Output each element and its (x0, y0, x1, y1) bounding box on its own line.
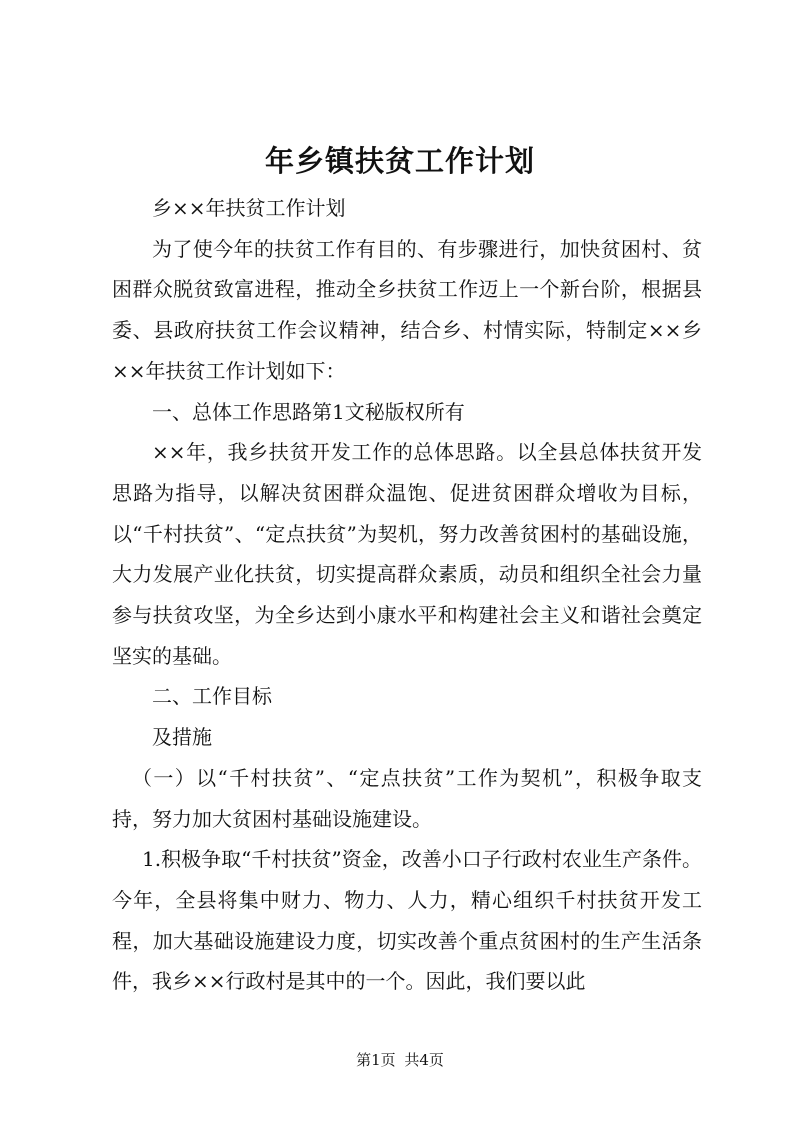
section-heading-1: 一、总体工作思路第1文秘版权所有 (152, 399, 465, 424)
section-heading-2: 二、工作目标 (152, 684, 272, 709)
document-body (112, 188, 702, 1002)
section-heading-2-continued: 及措施 (152, 725, 212, 750)
paragraph-intro: 为了使今年的扶贫工作有目的、有步骤进行，加快贫困村、贫困群众脱贫致富进程，推动全乡扶贫工作迈上一个新台阶，根据县委、县政府扶贫工作会议精神，结合乡、村情实际，特制定××乡××年扶贫工作计划如下： (112, 236, 702, 383)
subsection-heading-1: （一）以“千村扶贫”、“定点扶贫”工作为契机”，积极争取支持，努力加大贫困村基础设施建设。 (112, 765, 702, 831)
paragraph-subtitle: 乡××年扶贫工作计划 (152, 196, 346, 220)
page-total: 共4页 (404, 1051, 444, 1069)
page-footer (0, 1050, 800, 1070)
document-title: 年乡镇扶贫工作计划 (264, 144, 535, 178)
paragraph-overall-approach: ××年，我乡扶贫开发工作的总体思路。以全县总体扶贫开发思路为指导，以解决贫困群众温饱、促进贫困群众增收为目标，以“千村扶贫”、“定点扶贫”为契机，努力改善贫困村的基础设施，大力发展产业化扶贫，切实提高群众素质，动员和组织全社会力量参与扶贫攻坚，为全乡达到小康水平和构建社会主义和谐社会奠定坚实的基础。 (112, 440, 702, 668)
paragraph-item-1: 1.积极争取“千村扶贫”资金，改善小口子行政村农业生产条件。今年，全县将集中财力、物力、人力，精心组织千村扶贫开发工程，加大基础设施建设力度，切实改善个重点贫困村的生产生活条件，我乡××行政村是其中的一个。因此，我们要以此 (112, 847, 702, 994)
page-number: 第1页 (356, 1051, 396, 1069)
